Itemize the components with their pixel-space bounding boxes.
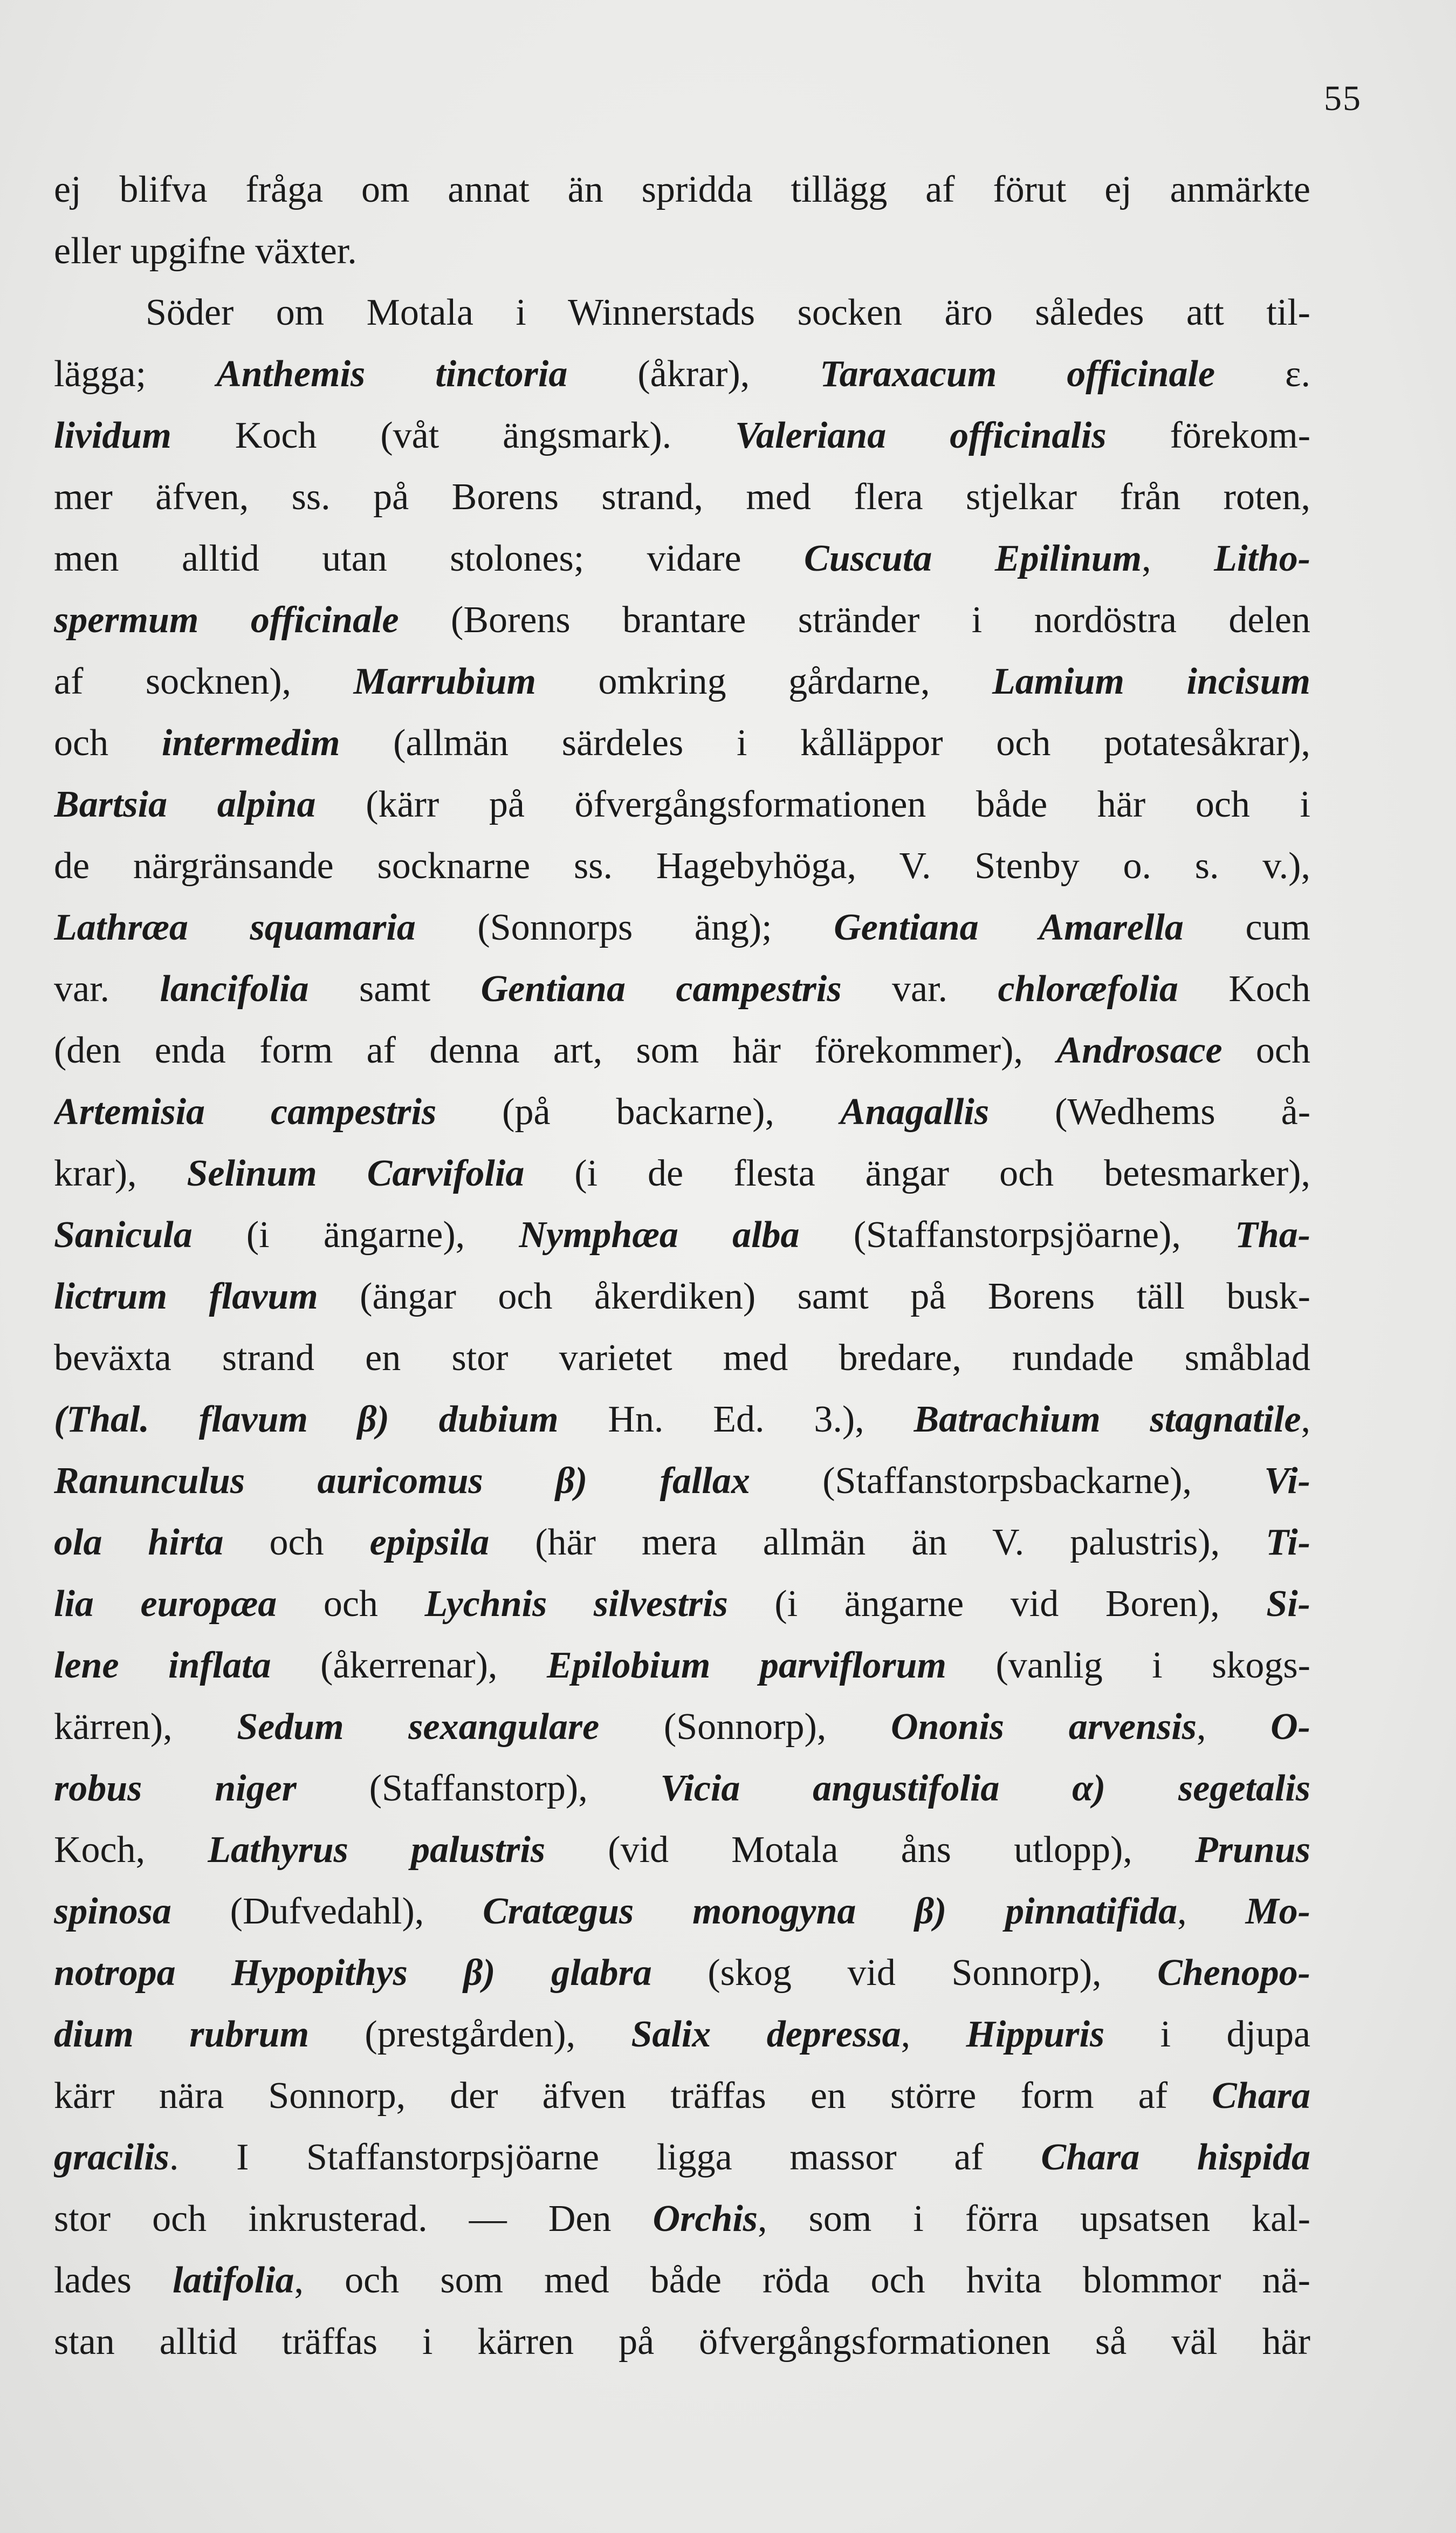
italic-term: Valeriana officinalis	[735, 415, 1107, 456]
text-line	[54, 1327, 1310, 1389]
italic-term: Chenopo-	[1157, 1952, 1310, 1994]
text-run: af socknen),	[54, 661, 354, 702]
text-run: ε.	[1215, 353, 1310, 395]
text-run: , och som med både röda och hvita blommor nä-	[294, 2260, 1310, 2301]
italic-term: Anthemis tinctoria	[216, 353, 568, 395]
italic-term: Lamium incisum	[992, 661, 1310, 702]
text-line	[54, 897, 1310, 959]
text-run: (Staffanstorpsbackarne),	[750, 1460, 1265, 1502]
italic-term: Salix depressa	[631, 2014, 901, 2055]
text-run: (kärr på öfvergångsformationen både här och i	[315, 784, 1310, 825]
italic-term: Sanicula	[54, 1214, 193, 1256]
text-run: ,	[1196, 1706, 1271, 1748]
italic-term: lancifolia	[160, 968, 309, 1010]
text-line	[54, 1573, 1310, 1635]
italic-term: spermum officinale	[54, 599, 399, 641]
text-line	[54, 836, 1310, 897]
text-run: ,	[901, 2014, 966, 2055]
text-run: (på backarne),	[436, 1091, 840, 1133]
text-line	[54, 1696, 1310, 1758]
italic-term: Orchis	[653, 2198, 758, 2240]
italic-term: Gentiana Amarella	[834, 907, 1184, 948]
text-line	[54, 2065, 1310, 2127]
italic-term: Gentiana campestris	[480, 968, 842, 1010]
body-text	[54, 159, 1310, 2373]
text-line	[54, 1635, 1310, 1696]
text-line	[54, 528, 1310, 590]
italic-term: Batrachium stagnatile	[914, 1399, 1301, 1440]
text-run: (Sonnorp),	[599, 1706, 891, 1748]
text-run: (åkerrenar),	[271, 1645, 547, 1686]
text-run: (Wedhems å-	[989, 1091, 1310, 1133]
italic-term: (Thal. flavum β) dubium	[54, 1399, 559, 1440]
text-line	[54, 1143, 1310, 1204]
text-run: , som i förra upsatsen kal-	[758, 2198, 1310, 2240]
text-line	[54, 774, 1310, 836]
text-run: Koch	[1178, 968, 1310, 1010]
text-run: (Staffanstorpsjöarne),	[799, 1214, 1235, 1256]
italic-term: Nymphæa alba	[519, 1214, 800, 1256]
italic-term: Litho-	[1214, 538, 1310, 579]
text-run: (Staffanstorp),	[296, 1768, 661, 1809]
italic-term: Chara hispida	[1041, 2137, 1310, 2178]
text-run: (i ängarne),	[192, 1214, 519, 1256]
italic-term: Anagallis	[840, 1091, 990, 1133]
italic-term: dium rubrum	[54, 2014, 310, 2055]
text-line	[54, 2250, 1310, 2311]
text-line	[54, 1450, 1310, 1512]
text-line	[54, 713, 1310, 774]
text-line	[54, 651, 1310, 713]
italic-term: intermedim	[161, 722, 340, 764]
text-line	[54, 1512, 1310, 1573]
italic-term: robus niger	[54, 1768, 297, 1809]
text-run: (åkrar),	[567, 353, 820, 395]
text-run: (den enda form af denna art, som här förekommer),	[54, 1030, 1057, 1071]
text-line	[54, 2127, 1310, 2188]
text-run: i djupa	[1104, 2014, 1310, 2055]
italic-term: Marrubium	[353, 661, 536, 702]
text-run: och	[223, 1522, 370, 1563]
italic-term: lictrum flavum	[54, 1276, 318, 1317]
text-line	[54, 590, 1310, 651]
text-run: de närgränsande socknarne ss. Hagebyhöga, V. Stenby o. s. v.),	[54, 845, 1310, 887]
italic-term: Hippuris	[966, 2014, 1105, 2055]
italic-term: gracilis	[54, 2137, 169, 2178]
text-run: (vanlig i skogs-	[946, 1645, 1310, 1686]
italic-term: chloræfolia	[998, 968, 1178, 1010]
page-number: 55	[1324, 79, 1362, 118]
italic-term: Ti-	[1266, 1522, 1310, 1563]
italic-term: Ranunculus auricomus β) fallax	[54, 1460, 750, 1502]
text-line	[54, 1881, 1310, 1942]
text-run: (Sonnorps äng);	[415, 907, 834, 948]
text-run: ,	[1142, 538, 1214, 579]
italic-term: lene inflata	[54, 1645, 271, 1686]
italic-term: Epilobium parviflorum	[546, 1645, 946, 1686]
text-run: Koch (våt ängsmark).	[171, 415, 736, 456]
text-run: kärren),	[54, 1706, 237, 1748]
italic-term: Lathyrus palustris	[208, 1829, 546, 1871]
italic-term: spinosa	[54, 1891, 171, 1932]
text-run: (Dufvedahl),	[171, 1891, 483, 1932]
text-run: (vid Motala åns utlopp),	[545, 1829, 1195, 1871]
text-run: Hn. Ed. 3.),	[558, 1399, 914, 1440]
italic-term: Artemisia campestris	[54, 1091, 437, 1133]
italic-term: Ononis arvensis	[890, 1706, 1197, 1748]
text-run: (Borens brantare stränder i nordöstra delen	[399, 599, 1310, 641]
text-run: mer äfven, ss. på Borens strand, med flera stjelkar från roten,	[54, 476, 1310, 518]
text-line	[54, 405, 1310, 467]
italic-term: Si-	[1266, 1583, 1310, 1625]
text-run: (allmän särdeles i kålläppor och potatesåkrar),	[340, 722, 1310, 764]
text-line	[54, 1758, 1310, 1819]
italic-term: Bartsia alpina	[54, 784, 316, 825]
text-run: (ängar och åkerdiken) samt på Borens täll busk-	[318, 1276, 1310, 1317]
text-line	[54, 1204, 1310, 1266]
text-run: Söder om Motala i Winnerstads socken äro således att til-	[146, 292, 1310, 333]
italic-term: notropa Hypopithys β) glabra	[54, 1952, 652, 1994]
text-run: lägga;	[54, 353, 217, 395]
text-run: stor och inkrusterad. — Den	[54, 2198, 653, 2240]
text-run: (här mera allmän än V. palustris),	[489, 1522, 1266, 1563]
italic-term: Cuscuta Epilinum	[804, 538, 1142, 579]
italic-term: Mo-	[1245, 1891, 1310, 1932]
text-run: (prestgården),	[309, 2014, 631, 2055]
text-run: (skog vid Sonnorp),	[651, 1952, 1158, 1994]
text-run: krar),	[54, 1153, 187, 1194]
italic-term: Taraxacum officinale	[820, 353, 1215, 395]
text-line	[54, 1081, 1310, 1143]
text-run: samt	[308, 968, 481, 1010]
text-line	[54, 959, 1310, 1020]
text-line	[54, 344, 1310, 405]
text-run: och	[54, 722, 162, 764]
italic-term: Sedum sexangulare	[237, 1706, 600, 1748]
text-run: ,	[1301, 1399, 1310, 1440]
italic-term: Chara	[1212, 2075, 1310, 2117]
text-run: eller upgifne växter.	[54, 230, 357, 272]
italic-term: epipsila	[369, 1522, 490, 1563]
italic-term: latifolia	[172, 2260, 294, 2301]
italic-term: lia europæa	[54, 1583, 277, 1625]
italic-term: O-	[1270, 1706, 1310, 1748]
italic-term: Lathræa squamaria	[54, 907, 416, 948]
italic-term: Androsace	[1056, 1030, 1223, 1071]
text-run: omkring gårdarne,	[536, 661, 992, 702]
text-run: förekom-	[1106, 415, 1310, 456]
italic-term: Vicia angustifolia α) segetalis	[660, 1768, 1310, 1809]
text-run: . I Staffanstorpsjöarne ligga massor af	[169, 2137, 1041, 2178]
italic-term: lividum	[54, 415, 171, 456]
text-run: (i de flesta ängar och betesmarker),	[524, 1153, 1310, 1194]
text-line	[54, 2311, 1310, 2373]
text-line	[54, 221, 1310, 282]
text-run: cum	[1183, 907, 1310, 948]
text-run: Koch,	[54, 1829, 208, 1871]
italic-term: Cratægus monogyna β) pinnatifida	[483, 1891, 1178, 1932]
text-line	[54, 2188, 1310, 2250]
italic-term: ola hirta	[54, 1522, 224, 1563]
text-line	[54, 1942, 1310, 2004]
text-run: och	[1222, 1030, 1310, 1071]
text-run: lades	[54, 2260, 173, 2301]
italic-term: Vi-	[1264, 1460, 1310, 1502]
text-run: ,	[1177, 1891, 1246, 1932]
italic-term: Prunus	[1194, 1829, 1310, 1871]
text-line	[54, 159, 1310, 221]
text-line	[54, 282, 1310, 344]
italic-term: Lychnis silvestris	[424, 1583, 728, 1625]
italic-term: Selinum Carvifolia	[187, 1153, 525, 1194]
text-line	[54, 467, 1310, 528]
text-run: beväxta strand en stor varietet med bredare, rundade småblad	[54, 1337, 1310, 1379]
text-run: kärr nära Sonnorp, der äfven träffas en större form af	[54, 2075, 1212, 2117]
text-run: ej blifva fråga om annat än spridda tillägg af förut ej anmärkte	[54, 169, 1310, 210]
text-run: men alltid utan stolones; vidare	[54, 538, 805, 579]
text-run: och	[277, 1583, 425, 1625]
italic-term: Tha-	[1235, 1214, 1310, 1256]
text-line	[54, 1819, 1310, 1881]
text-line	[54, 1389, 1310, 1450]
text-run: var.	[841, 968, 998, 1010]
text-line	[54, 2004, 1310, 2065]
text-run: stan alltid träffas i kärren på öfvergångsformationen så väl här	[54, 2321, 1310, 2363]
text-run: (i ängarne vid Boren),	[727, 1583, 1267, 1625]
text-line	[54, 1266, 1310, 1327]
text-line	[54, 1020, 1310, 1081]
text-run: var.	[54, 968, 160, 1010]
